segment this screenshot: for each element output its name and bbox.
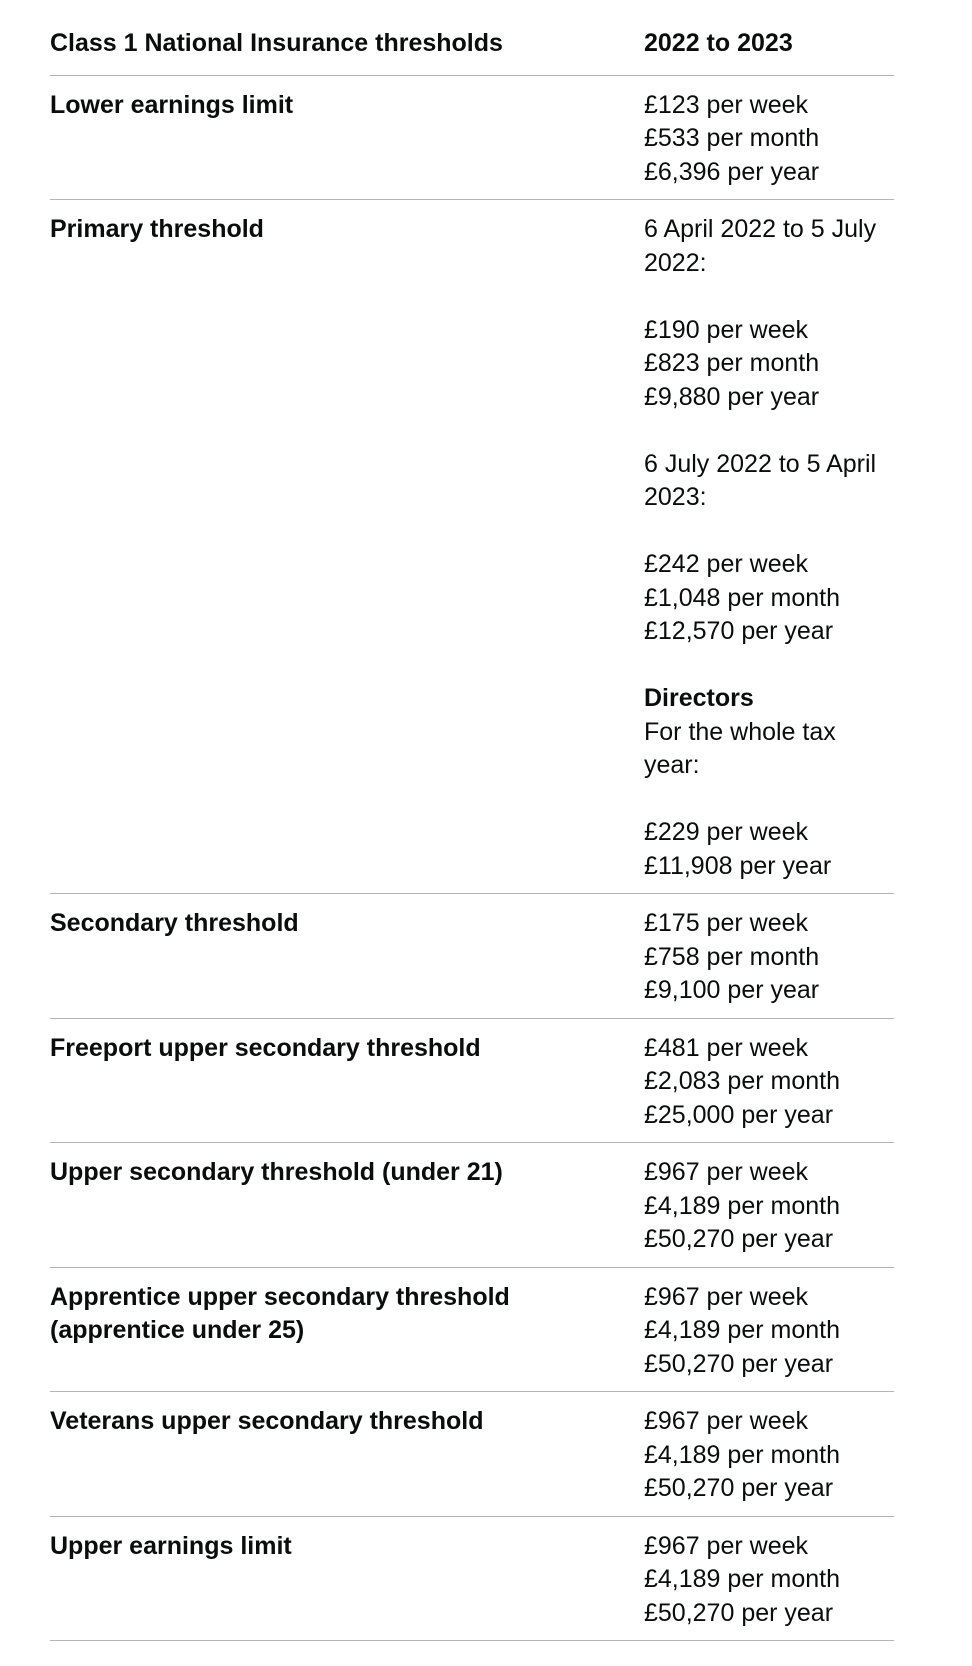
row-label: Primary threshold [50, 215, 264, 243]
period-2-heading: 6 July 2022 to 5 April [644, 449, 877, 478]
row-label-line-1: Apprentice upper secondary threshold [50, 1282, 510, 1311]
table-row-lower-earnings-limit [50, 76, 894, 201]
table-header-row [50, 0, 894, 76]
table-row-freeport-upper-secondary-threshold [50, 1019, 894, 1144]
period-2-weekly-value: £242 per week [644, 550, 809, 578]
row-values [644, 1405, 894, 1506]
row-label [50, 1281, 644, 1382]
table-row-veterans-upper-secondary-threshold [50, 1392, 894, 1517]
row-label: Upper secondary threshold (under 21) [50, 1158, 503, 1186]
yearly-value: £50,270 per year [644, 1598, 834, 1627]
period-2-monthly-value: £1,048 per month [644, 583, 840, 612]
monthly-value: £4,189 per month [644, 1565, 840, 1593]
spacer [644, 783, 894, 817]
yearly-value: £50,270 per year [644, 1474, 834, 1502]
table-row-secondary-threshold [50, 894, 894, 1019]
spacer [644, 515, 894, 549]
row-label-line-2: (apprentice under 25) [50, 1315, 305, 1344]
table-row-primary-threshold [50, 200, 894, 894]
row-values [644, 1530, 894, 1631]
directors-heading: Directors [644, 684, 754, 712]
row-values [644, 1156, 894, 1257]
weekly-value: £967 per week [644, 1158, 809, 1186]
weekly-value: £967 per week [644, 1407, 809, 1435]
ni-thresholds-table [50, 0, 894, 1641]
monthly-value: £758 per month [644, 942, 820, 971]
column-header-thresholds: Class 1 National Insurance thresholds [50, 29, 503, 57]
row-values [644, 1032, 894, 1133]
row-label: Secondary threshold [50, 909, 299, 937]
weekly-value: £967 per week [644, 1282, 809, 1311]
period-1-heading: 6 April 2022 to 5 July [644, 215, 877, 243]
weekly-value: £481 per week [644, 1033, 809, 1062]
monthly-value: £4,189 per month [644, 1316, 840, 1344]
yearly-value: £50,270 per year [644, 1349, 834, 1378]
row-label: Lower earnings limit [50, 90, 294, 119]
table-row-upper-earnings-limit [50, 1517, 894, 1642]
row-values [644, 213, 894, 883]
period-1-weekly-value: £190 per week [644, 315, 809, 344]
row-label: Veterans upper secondary threshold [50, 1407, 484, 1435]
row-values [644, 89, 894, 190]
weekly-value: £967 per week [644, 1531, 809, 1560]
monthly-value: £4,189 per month [644, 1440, 840, 1469]
weekly-value: £123 per week [644, 90, 809, 119]
period-2-heading-continued: 2023: [644, 483, 707, 511]
table-row-upper-secondary-threshold-under-21 [50, 1143, 894, 1268]
yearly-value: £6,396 per year [644, 157, 820, 186]
column-header-year: 2022 to 2023 [644, 29, 793, 57]
directors-yearly-value: £11,908 per year [644, 851, 832, 880]
row-label: Upper earnings limit [50, 1531, 292, 1560]
yearly-value: £25,000 per year [644, 1100, 834, 1129]
yearly-value: £9,100 per year [644, 976, 820, 1004]
period-1-monthly-value: £823 per month [644, 349, 820, 377]
directors-weekly-value: £229 per week [644, 818, 809, 846]
monthly-value: £4,189 per month [644, 1191, 840, 1220]
spacer [644, 649, 894, 683]
row-values [644, 1281, 894, 1382]
period-2-yearly-value: £12,570 per year [644, 617, 834, 645]
monthly-value: £533 per month [644, 124, 820, 152]
monthly-value: £2,083 per month [644, 1067, 840, 1095]
yearly-value: £50,270 per year [644, 1225, 834, 1253]
period-1-heading-continued: 2022: [644, 248, 707, 277]
row-values [644, 907, 894, 1008]
row-label: Freeport upper secondary threshold [50, 1033, 481, 1062]
spacer [644, 414, 894, 448]
period-1-yearly-value: £9,880 per year [644, 382, 820, 411]
weekly-value: £175 per week [644, 909, 809, 937]
directors-note: For the whole tax year: [644, 717, 836, 779]
table-row-apprentice-upper-secondary-threshold [50, 1268, 894, 1393]
spacer [644, 280, 894, 314]
